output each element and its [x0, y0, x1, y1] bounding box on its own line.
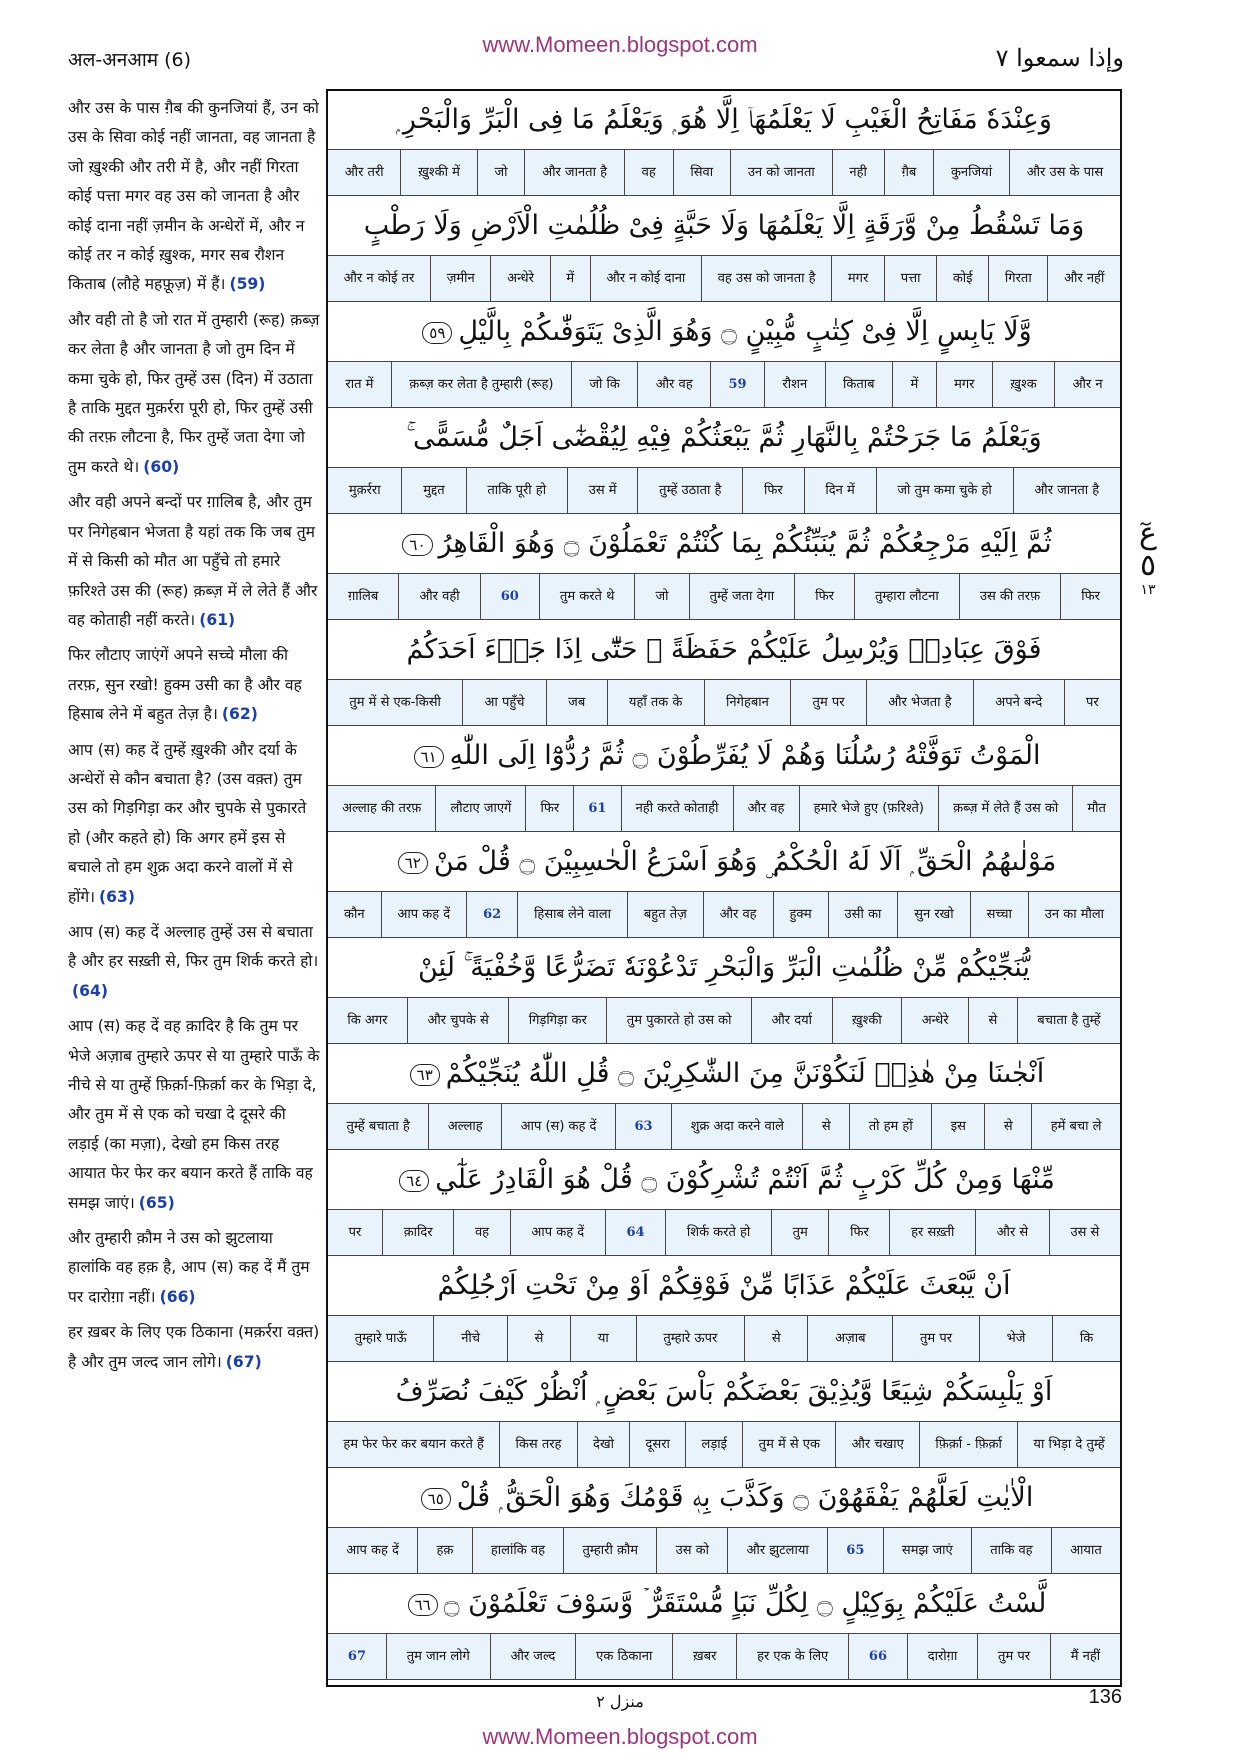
word-meaning: फिर: [1060, 574, 1120, 619]
arabic-line: الْمَوْتُ تَوَفَّتْهُ رُسُلُنَا وَهُمْ لَا يُفَرِّطُوْنَ ۝ ثُمَّ رُدُّوْٓا اِلَى اللّٰهِ: [449, 740, 1041, 771]
word-meaning: आ पहुँचे: [462, 680, 546, 725]
word-meaning: हर एक के लिए: [736, 1634, 848, 1679]
word-meaning: तुम्हें उठाता है: [637, 468, 742, 513]
word-meaning: अल्लाह: [428, 1104, 501, 1149]
word-meaning: ग़ैब: [884, 150, 933, 195]
word-meaning: और जल्द: [490, 1634, 576, 1679]
arabic-text: [328, 1575, 1120, 1633]
arabic-line: وَّلَا يَابِسٍ اِلَّا فِىْ كِتٰبٍ مُّبِيْنٍ ۝ وَهُوَ الَّذِىْ يَتَوَفّٰىكُمْ بِالَّيْلِ: [458, 316, 1032, 347]
word-meaning: आप कह दें: [346, 1542, 399, 1558]
verse-line: [328, 1257, 1120, 1362]
word-meaning: और नहीं: [1047, 256, 1120, 301]
verse-line: [328, 1363, 1120, 1468]
word-meaning: तुम्हारा लौटना: [854, 574, 959, 619]
ayah-marker: ٦٠: [402, 534, 432, 556]
word-meaning: तुम में से एक: [742, 1422, 835, 1467]
word-meaning: सुन रखो: [897, 892, 969, 937]
arabic-text: [328, 1151, 1120, 1209]
verse-line: [328, 621, 1120, 726]
arabic-text: [328, 621, 1120, 679]
word-meaning-row: [328, 1315, 1120, 1362]
arabic-line: الْاٰيٰتِ لَعَلَّهُمْ يَفْقَهُوْنَ ۝ وَكَذَّبَ بِهٖ قَوْمُكَ وَهُوَ الْحَقُّ ۭ قُلْ: [456, 1482, 1034, 1513]
word-meaning: तुम करते थे: [539, 574, 635, 619]
word-meaning: यहाँ तक के: [607, 680, 704, 725]
arabic-text: [328, 939, 1120, 997]
verse-line: [328, 1469, 1120, 1574]
ayah-number-cell: 60: [480, 574, 539, 619]
word-meaning-row: [328, 467, 1120, 514]
verse-line: [328, 515, 1120, 620]
word-meaning: और वह: [733, 786, 799, 831]
arabic-line: اَنْجٰىنَا مِنْ هٰذِهٖ لَنَكُوْنَنَّ مِنَ الشّٰكِرِيْنَ ۝ قُلِ اللّٰهُ يُنَجِّيْكُمْ: [445, 1058, 1045, 1089]
translation-text: और वही तो है जो रात में तुम्हारी (रूह) क़ब्ज़ कर लेता है और जानता है जो तुम दिन में कमा चुके हो, फिर तुम्हें उस (दिन) में उठाता है ताकि मुद्दत मुक़र्ररा पूरी हो, फिर तुम्हें उसी की तरफ़ लौटना है, फिर तुम्हें जता देगा जो तुम करते थे।: [68, 310, 320, 476]
word-meaning-row: [328, 1103, 1120, 1150]
translation-text: फिर लौटाए जाएंगें अपने सच्चे मौला की तरफ़, सुन रखो! हुक्म उसी का है और वह हिसाब लेने में बहुत तेज़ है।: [68, 646, 302, 724]
word-meaning: अपने बन्दे: [973, 680, 1064, 725]
word-meaning: मुद्दत: [401, 468, 465, 513]
word-meaning: हम फेर फेर कर बयान करते हैं: [343, 1436, 484, 1452]
word-meaning: ताकि पूरी हो: [466, 468, 567, 513]
word-meaning: और झुटलाया: [727, 1528, 827, 1573]
word-meaning-row: [328, 1527, 1120, 1574]
arabic-line: فَوْقَ عِبَادِهٖ وَيُرْسِلُ عَلَيْكُمْ حَفَظَةً ۭ حَتّٰٓى اِذَا جَاۗءَ اَحَدَكُمُ: [406, 634, 1042, 665]
ayah-marker: ٦٦: [408, 1594, 438, 1616]
word-meaning: उस की तरफ़: [959, 574, 1060, 619]
word-meaning: निगेहबान: [704, 680, 790, 725]
word-meaning: वह उस को जानता है: [701, 256, 831, 301]
word-meaning: और वह: [703, 892, 773, 937]
arabic-line: مَوْلٰىهُمُ الْحَقِّ ۭ اَلَا لَهُ الْحُكْمُ ۣ وَهُوَ اَسْرَعُ الْحٰسِبِيْنَ ۝ قُلْ مَنْ: [433, 846, 1057, 877]
word-meaning: अन्धेरे: [490, 256, 549, 301]
word-meaning: तुम जान लोगे: [386, 1634, 490, 1679]
word-meaning-row: [328, 891, 1120, 938]
word-meaning: क़ादिर: [382, 1210, 453, 1255]
translation-paragraph: [68, 1012, 320, 1218]
word-meaning: किस तरह: [499, 1422, 577, 1467]
surah-name: अल-अनआम (6): [68, 49, 192, 71]
ayah-number-cell: 62: [466, 892, 517, 937]
word-meaning: जो: [477, 150, 525, 195]
arabic-text: [328, 197, 1120, 255]
word-meaning: हर सख़्ती: [889, 1210, 975, 1255]
word-meaning: और भेजता है: [866, 680, 973, 725]
ruku-marker: [1130, 518, 1166, 598]
translation-text: आप (स) कह दें तुम्हें ख़ुश्की और दर्या के अन्धेरों से कौन बचाता है? (उस वक़्त) तुम उस को गिड़गिड़ा कर और चुपके से पुकारते हो (और कहते हो) कि अगर हमें इस से बचाले तो हम शुक्र अदा करने वालों में से होंगे।: [68, 740, 307, 906]
word-meaning: ख़बर: [672, 1634, 736, 1679]
word-meaning: उन को जानता: [730, 150, 832, 195]
word-meaning: या: [570, 1316, 635, 1361]
word-meaning: तुम्हारी क़ौम: [563, 1528, 656, 1573]
ayah-number: (67): [225, 1352, 262, 1371]
word-meaning: किताब: [825, 362, 892, 407]
word-meaning-row: [328, 1633, 1120, 1680]
word-meaning: आयात: [1051, 1528, 1120, 1573]
ruku-sign: عٓ: [1139, 516, 1157, 551]
word-meaning: बहुत तेज़: [627, 892, 703, 937]
word-meaning: और न कोई तर: [343, 270, 415, 286]
word-meaning: शिर्क करते हो: [665, 1210, 771, 1255]
word-meaning: ख़ुश्की में: [400, 150, 476, 195]
word-meaning: आप कह दें: [381, 892, 467, 937]
word-meaning: तुम में से एक-किसी: [349, 694, 441, 710]
word-meaning: तो हम हों: [849, 1104, 931, 1149]
word-meaning: जो कि: [571, 362, 637, 407]
word-meaning-row: [328, 255, 1120, 302]
arabic-text: [328, 1363, 1120, 1421]
arabic-line: اَنْ يَّبْعَثَ عَلَيْكُمْ عَذَابًا مِّنْ فَوْقِكُمْ اَوْ مِنْ تَحْتِ اَرْجُلِكُمْ: [437, 1270, 1011, 1301]
arabic-line: وَمَا تَسْقُطُ مِنْ وَّرَقَةٍ اِلَّا يَعْلَمُهَا وَلَا حَبَّةٍ فِىْ ظُلُمٰتِ الْاَرْضِ وَلَا رَطْبٍ: [363, 210, 1085, 241]
ayah-number-cell: 66: [848, 1634, 907, 1679]
word-meaning: अल्लाह की तरफ़: [342, 800, 422, 816]
word-meaning: कि अगर: [347, 1012, 388, 1028]
verse-line: [328, 727, 1120, 832]
word-meaning: नही करते कोताही: [621, 786, 733, 831]
verse-line: [328, 409, 1120, 514]
verse-line: [328, 197, 1120, 302]
word-meaning: जो: [634, 574, 688, 619]
word-meaning: पर: [1064, 680, 1120, 725]
ayah-marker: ٦١: [414, 746, 444, 768]
word-meaning: उस को: [656, 1528, 727, 1573]
translation-text: आप (स) कह दें अल्लाह तुम्हें उस से बचाता है और हर सख़्ती से, फिर तुम शिर्क करते हो।: [68, 922, 319, 971]
word-meaning: तुम्हें जता देगा: [689, 574, 795, 619]
arabic-line: مِّنْهَا وَمِنْ كُلِّ كَرْبٍ ثُمَّ اَنْتُمْ تُشْرِكُوْنَ ۝ قُلْ هُوَ الْقَادِرُ عَلٰٓي: [435, 1164, 1055, 1195]
bottom-url[interactable]: www.Momeen.blogspot.com: [482, 1724, 758, 1749]
word-meaning: हमारे भेजे हुए (फ़रिश्ते): [799, 786, 939, 831]
word-meaning: अज़ाब: [807, 1316, 892, 1361]
arabic-line: يُّنَجِّيْكُمْ مِّنْ ظُلُمٰتِ الْبَرِّ وَالْبَحْرِ تَدْعُوْنَهٗ تَضَرُّعًا وَّخُفْيَةً ۚ لَئِنْ: [418, 952, 1030, 983]
translation-column: [68, 94, 320, 1383]
word-meaning: अन्धेरे: [901, 998, 968, 1043]
word-meaning: हक़: [417, 1528, 471, 1573]
word-meaning: कोई: [936, 256, 988, 301]
ayah-number-cell: 61: [573, 786, 620, 831]
word-meaning: देखो: [577, 1422, 630, 1467]
word-meaning: शुक्र अदा करने वाले: [671, 1104, 802, 1149]
word-meaning: मगर: [831, 256, 884, 301]
word-meaning: में: [550, 256, 590, 301]
ayah-marker: ٦٥: [421, 1488, 451, 1510]
word-meaning: ताकि वह: [971, 1528, 1051, 1573]
arabic-text: [328, 515, 1120, 573]
translation-paragraph: [68, 918, 320, 1006]
translation-paragraph: [68, 488, 320, 635]
word-meaning: दिन में: [804, 468, 876, 513]
word-meaning: और न: [1054, 362, 1120, 407]
ayah-marker: ٦٢: [398, 852, 428, 874]
word-meaning: फिर: [794, 574, 854, 619]
word-meaning: गिड़गिड़ा कर: [508, 998, 606, 1043]
translation-text: और वही अपने बन्दों पर ग़ालिब है, और तुम पर निगेहबान भेजता है यहां तक कि जब तुम में से किसी को मौत आ पहुँचे तो हमारे फ़रिश्ते उस की (रूह) क़ब्ज़ में ले लेते हैं और वह कोताही नहीं करते।: [68, 493, 318, 629]
ruku-count: ١٣: [1140, 582, 1156, 598]
word-meaning: वह: [453, 1210, 509, 1255]
word-meaning: और दर्या: [751, 998, 832, 1043]
word-meaning: और वही: [398, 574, 479, 619]
word-meaning-row: [328, 149, 1120, 196]
translation-text: आप (स) कह दें वह क़ादिर है कि तुम पर भेजे अज़ाब तुम्हारे ऊपर से या तुम्हारे पाऊँ के नीचे से या तुम्हें फ़िर्क़ा-फ़िर्क़ा कर के भिड़ा दे, और तुम में से एक को चखा दे दूसरे की लड़ाई (का मज़ा), देखो हम किस तरह आयात फेर फेर कर बयान करते हैं ताकि वह समझ जाएं।: [68, 1017, 320, 1212]
word-meaning: तुम पर: [977, 1634, 1050, 1679]
word-meaning: क़ब्ज़ में लेते हैं उस को: [938, 786, 1072, 831]
word-meaning-row: [328, 573, 1120, 620]
translation-text: और तुम्हारी क़ौम ने उस को झुटलाया हालांकि वह हक़ है, आप (स) कह दें मैं तुम पर दारोग़ा नहीं।: [68, 1229, 310, 1306]
word-meaning: आप कह दें: [510, 1210, 605, 1255]
arabic-line: اَوْ يَلْبِسَكُمْ شِيَعًا وَّيُذِيْقَ بَعْضَكُمْ بَاْسَ بَعْضٍ ۭ اُنْظُرْ كَيْفَ نُصَرِّفُ: [395, 1376, 1053, 1407]
arabic-text: [328, 91, 1120, 149]
ayah-number-cell: 65: [827, 1528, 883, 1573]
para-name: وإذا سمعوا ٧: [995, 44, 1124, 72]
ayah-number: (61): [199, 610, 236, 629]
word-meaning: दारोग़ा: [907, 1634, 977, 1679]
word-meaning: वह: [624, 150, 673, 195]
ayah-number-cell: 67: [347, 1648, 366, 1664]
word-meaning: तुम पुकारते हो उस को: [606, 998, 751, 1043]
word-meaning: फिर: [828, 1210, 889, 1255]
word-meaning: एक ठिकाना: [575, 1634, 672, 1679]
ayah-number: (59): [229, 275, 266, 294]
word-meaning: ग़ालिब: [347, 588, 379, 604]
ayah-number: (66): [159, 1287, 196, 1306]
word-meaning: क़ब्ज़ कर लेता है तुम्हारी (रूह): [391, 362, 571, 407]
page-number: 136: [1088, 1686, 1122, 1708]
arabic-text: [328, 727, 1120, 785]
word-meaning: ज़मीन: [430, 256, 490, 301]
ayah-marker: ٦٤: [399, 1170, 429, 1192]
ayah-marker: ٥٩: [422, 322, 452, 344]
word-meaning: सच्चा: [970, 892, 1028, 937]
word-meaning: फिर: [525, 786, 573, 831]
ayah-number-cell: 64: [605, 1210, 665, 1255]
word-meaning: फ़िर्क़ा - फ़िर्क़ा: [919, 1422, 1017, 1467]
arabic-line: لَّسْتُ عَلَيْكُمْ بِوَكِيْلٍ ۝ لِكُلِّ نَبَاٍ مُّسْتَقَرٌّ ۡ وَّسَوْفَ تَعْلَمُوْنَ ۝: [443, 1588, 1047, 1619]
word-meaning: समझ जाएं: [883, 1528, 971, 1573]
word-meaning: और न कोई दाना: [590, 256, 701, 301]
verse-line: [328, 91, 1120, 196]
word-meaning: और तरी: [344, 164, 384, 180]
word-meaning: तुम्हें बचाता है: [346, 1118, 410, 1134]
translation-paragraph: [68, 641, 320, 729]
word-meaning-row: [328, 361, 1120, 408]
word-meaning: मौत: [1072, 786, 1120, 831]
manzil-label: منزل ٢: [596, 1692, 644, 1711]
word-meaning: से: [968, 998, 1017, 1043]
word-meaning-row: [328, 997, 1120, 1044]
translation-paragraph: [68, 1224, 320, 1312]
word-meaning: उसी का: [828, 892, 898, 937]
word-meaning: से: [744, 1316, 807, 1361]
translation-paragraph: [68, 736, 320, 912]
word-meaning: कौन: [343, 906, 365, 922]
ruku-number: ٥: [1139, 548, 1157, 583]
word-meaning: गिरता: [988, 256, 1047, 301]
word-meaning: आप (स) कह दें: [501, 1104, 615, 1149]
ayah-number: (60): [143, 457, 180, 476]
word-meaning: और जानता है: [524, 150, 623, 195]
word-meaning: से: [802, 1104, 849, 1149]
arabic-text: [328, 1469, 1120, 1527]
word-meaning: और वह: [637, 362, 710, 407]
word-meaning: उन का मौला: [1028, 892, 1120, 937]
word-meaning: से: [507, 1316, 570, 1361]
arabic-text: [328, 1257, 1120, 1315]
top-url[interactable]: www.Momeen.blogspot.com: [482, 32, 758, 57]
arabic-text: [328, 303, 1120, 361]
word-meaning: मुक़र्ररा: [348, 482, 381, 498]
verse-line: [328, 1575, 1120, 1680]
word-meaning: हमें बचा ले: [1031, 1104, 1120, 1149]
word-meaning: जो तुम कमा चुके हो: [876, 468, 1013, 513]
word-meaning: जब: [546, 680, 607, 725]
word-meaning: ख़ुश्क: [992, 362, 1054, 407]
ayah-number-cell: 63: [615, 1104, 671, 1149]
word-meaning: रौशन: [764, 362, 825, 407]
word-meaning: कि: [1052, 1316, 1120, 1361]
word-meaning: तुम: [771, 1210, 829, 1255]
word-meaning: इस: [931, 1104, 984, 1149]
word-meaning: पत्ता: [884, 256, 936, 301]
translation-paragraph: [68, 94, 320, 300]
word-meaning: सिवा: [673, 150, 730, 195]
word-meaning-row: [328, 679, 1120, 726]
word-meaning: हालांकि वह: [472, 1528, 564, 1573]
word-meaning: से: [984, 1104, 1031, 1149]
ayah-number: (62): [221, 705, 258, 724]
verse-line: [328, 939, 1120, 1044]
word-meaning: उस में: [567, 468, 637, 513]
word-meaning: और चखाए: [835, 1422, 919, 1467]
word-meaning: तुम पर: [892, 1316, 979, 1361]
verse-line: [328, 303, 1120, 408]
arabic-text: [328, 409, 1120, 467]
word-meaning: रात में: [345, 376, 374, 392]
word-meaning: और उस के पास: [1009, 150, 1120, 195]
word-meaning: और से: [975, 1210, 1049, 1255]
arabic-line: وَعِنْدَهٗ مَفَاتِحُ الْغَيْبِ لَا يَعْلَمُهَاۤ اِلَّا هُوَ ۭ وَيَعْلَمُ مَا فِى الْبَرِّ وَالْبَحْرِ ۭ: [396, 104, 1052, 135]
word-meaning: और चुपके से: [407, 998, 508, 1043]
word-meaning: उस से: [1049, 1210, 1120, 1255]
word-meaning-row: [328, 1209, 1120, 1256]
verse-line: [328, 1151, 1120, 1256]
word-meaning: और जानता है: [1013, 468, 1120, 513]
word-meaning: लौटाए जाएगें: [435, 786, 525, 831]
word-meaning: दूसरा: [629, 1422, 685, 1467]
arabic-line: وَيَعْلَمُ مَا جَرَحْتُمْ بِالنَّهَارِ ثُمَّ يَبْعَثُكُمْ فِيْهِ لِيُقْضٰٓى اَجَلٌ مُّسَمًّى ۚ: [406, 422, 1042, 453]
word-meaning: हिसाब लेने वाला: [517, 892, 627, 937]
translation-text: हर ख़बर के लिए एक ठिकाना (मक़र्ररा वक़्त) है और तुम जल्द जान लोगे।: [68, 1323, 320, 1371]
arabic-line: ثُمَّ اِلَيْهِ مَرْجِعُكُمْ ثُمَّ يُنَبِّئُكُمْ بِمَا كُنْتُمْ تَعْمَلُوْنَ ۝ وَهُوَ الْقَاهِرُ: [438, 528, 1052, 559]
word-meaning: फिर: [742, 468, 803, 513]
word-meaning: ख़ुश्की: [832, 998, 902, 1043]
word-meaning: नही: [832, 150, 884, 195]
translation-paragraph: [68, 1318, 320, 1377]
ayah-number: (63): [99, 887, 135, 906]
ayah-number: (64): [72, 981, 108, 1000]
arabic-text: [328, 833, 1120, 891]
ayah-marker: ٦٣: [410, 1064, 440, 1086]
word-meaning: पर: [348, 1224, 362, 1240]
word-meaning: बचाता है तुम्हें: [1017, 998, 1120, 1043]
word-meaning: मैं नहीं: [1050, 1634, 1120, 1679]
word-meaning-row: [328, 1421, 1120, 1468]
verse-line: [328, 833, 1120, 938]
word-meaning: तुम पर: [790, 680, 866, 725]
translation-text: और उस के पास ग़ैब की कुनजियां हैं, उन को उस के सिवा कोई नहीं जानता, वह जानता है जो ख़ुश्की और तरी में है, और नहीं गिरता कोई पत्ता मगर वह उस को जानता है और कोई दाना नहीं ज़मीन के अन्धेरों में, और न कोई तर न कोई ख़ुश्क, मगर सब रौशन किताब (लौहे महफ़ूज़) में हैं।: [68, 99, 319, 294]
arabic-text: [328, 1045, 1120, 1103]
word-meaning: हुक्म: [773, 892, 828, 937]
word-meaning: कुनजियां: [933, 150, 1009, 195]
word-meaning-row: [328, 785, 1120, 832]
word-meaning: तुम्हारे पाऊँ: [354, 1330, 407, 1346]
verse-line: [328, 1045, 1120, 1150]
word-meaning: मगर: [936, 362, 992, 407]
word-meaning: लड़ाई: [685, 1422, 742, 1467]
word-meaning: तुम्हारे ऊपर: [636, 1316, 744, 1361]
word-meaning: में: [892, 362, 936, 407]
ayah-number: (65): [138, 1193, 175, 1212]
ayah-number-cell: 59: [710, 362, 764, 407]
translation-paragraph: [68, 306, 320, 482]
word-meaning: या भिड़ा दे तुम्हें: [1017, 1422, 1120, 1467]
word-meaning: भेजे: [979, 1316, 1052, 1361]
word-meaning: नीचे: [433, 1316, 506, 1361]
